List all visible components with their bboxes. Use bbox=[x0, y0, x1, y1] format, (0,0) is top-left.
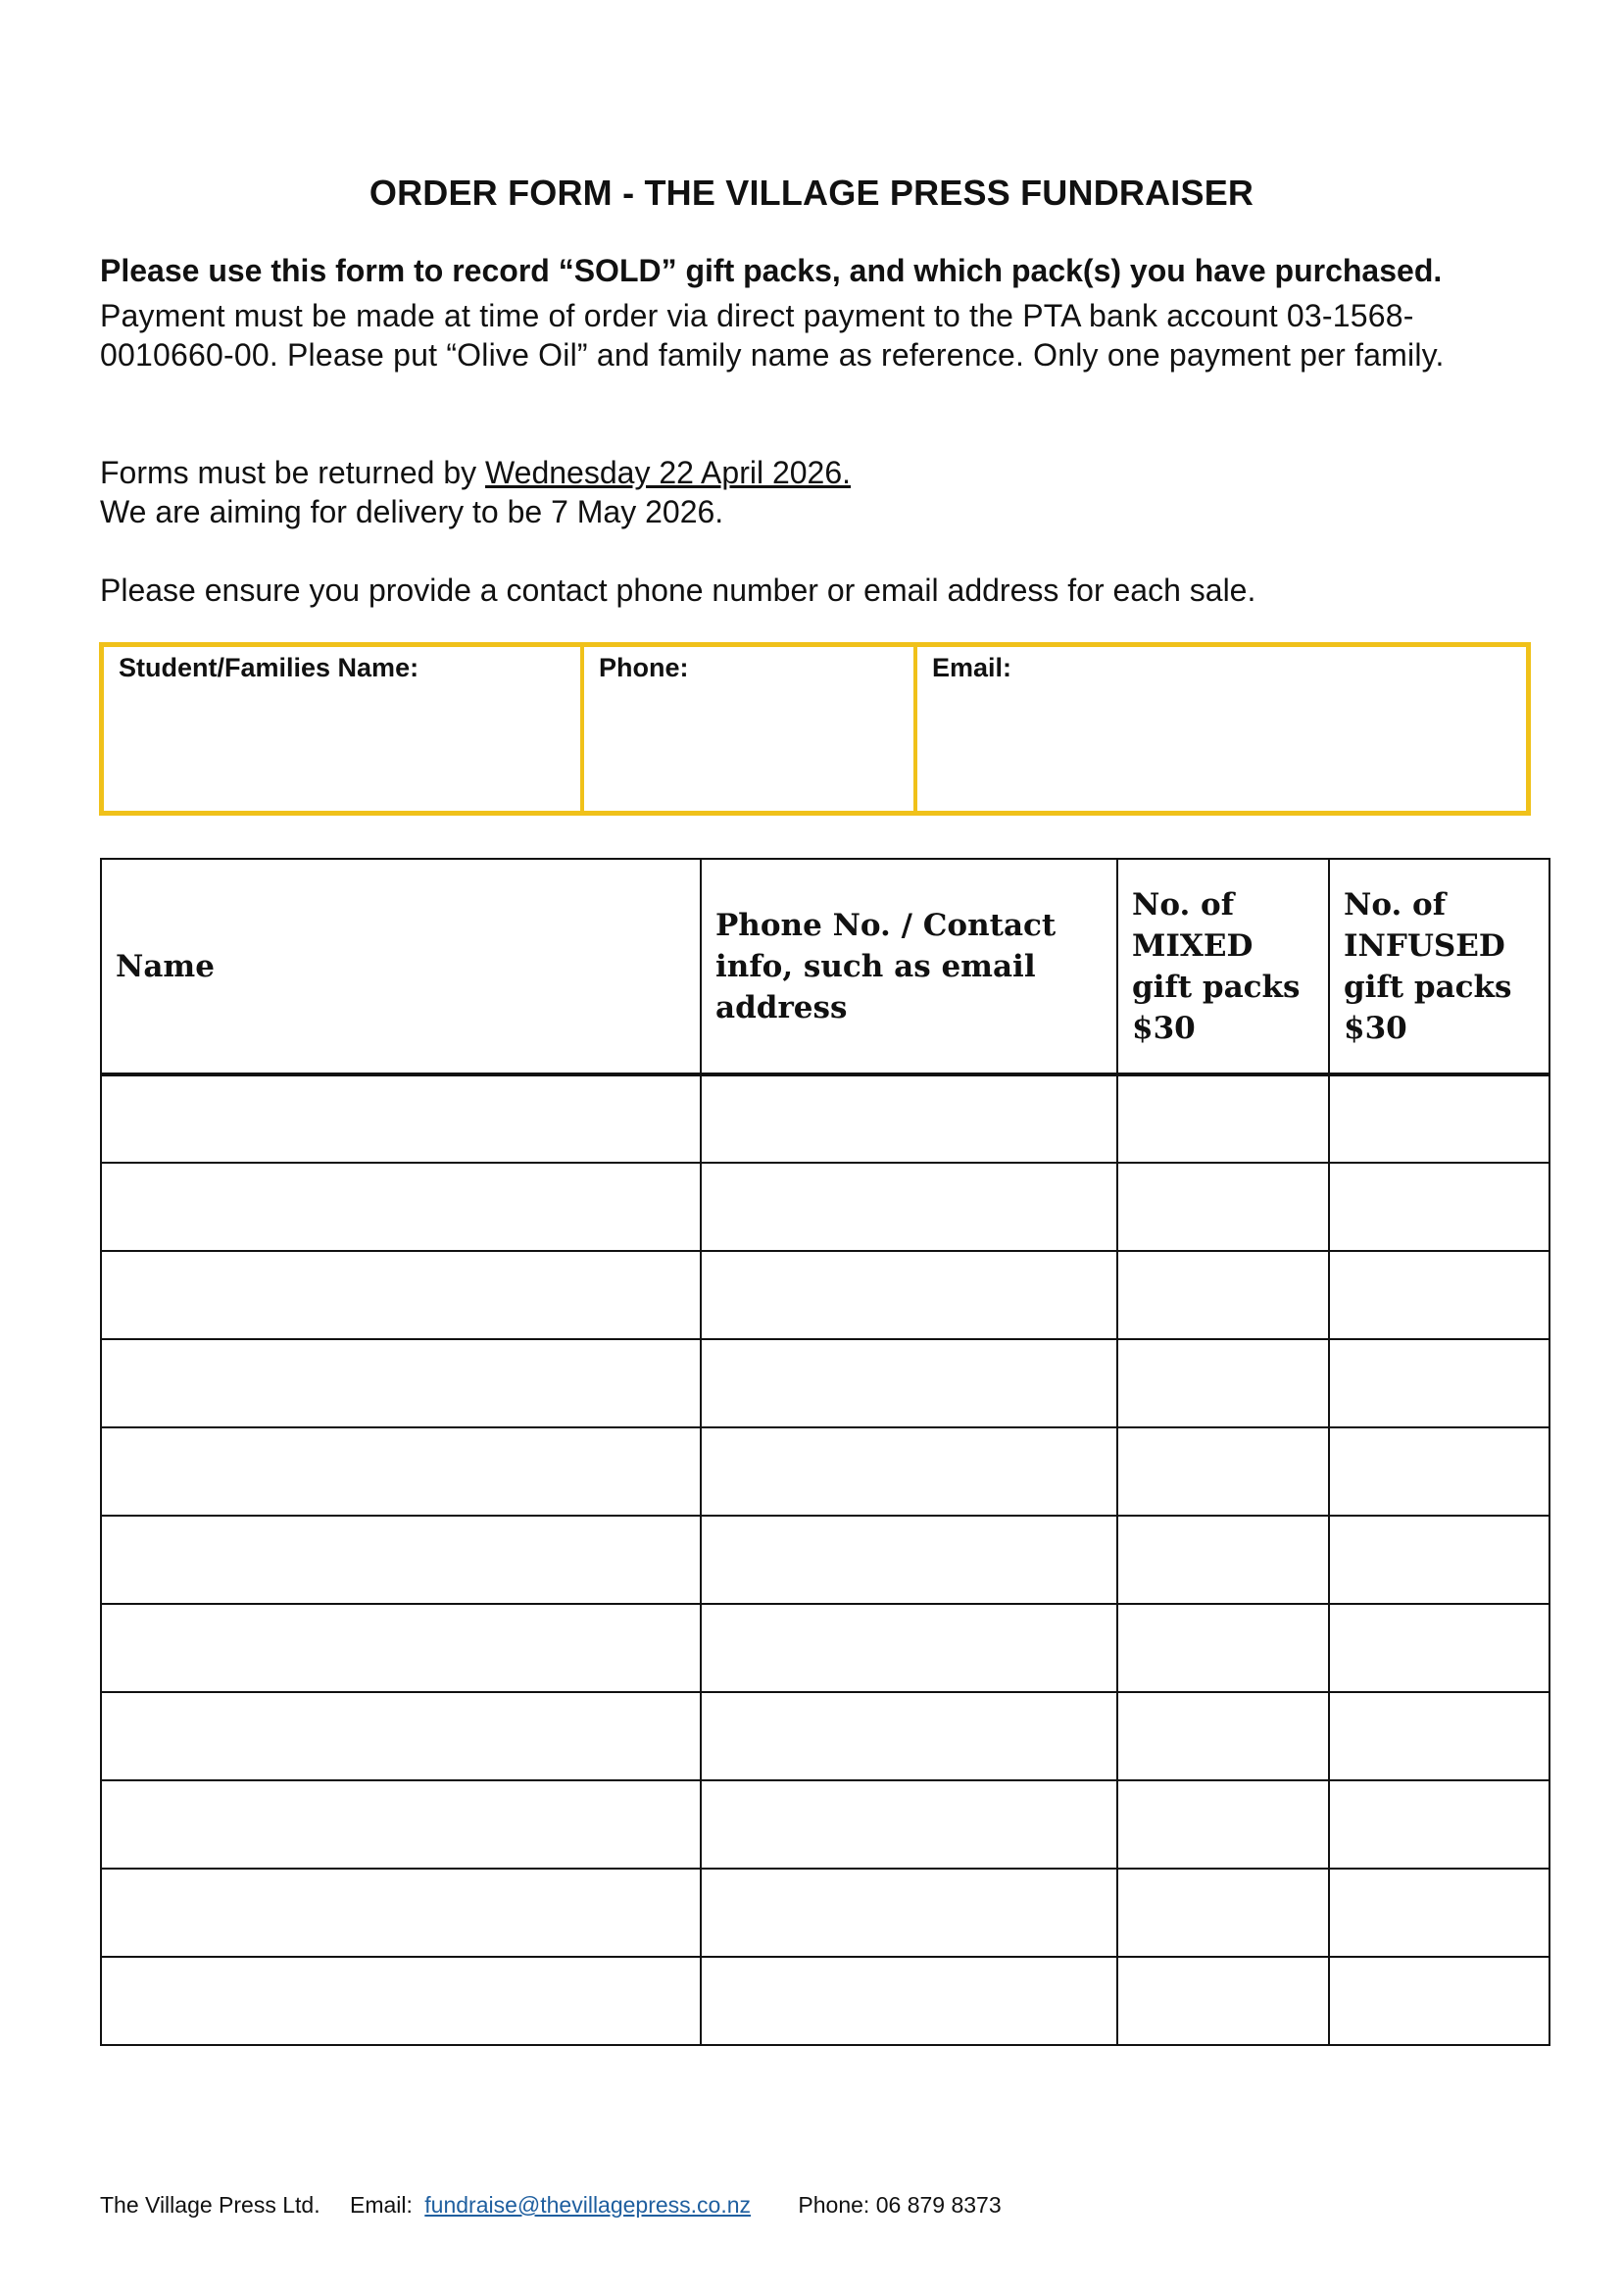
family-email-label: Email: bbox=[932, 653, 1012, 682]
return-deadline-date: Wednesday 22 April 2026. bbox=[485, 455, 852, 490]
cell-contact[interactable] bbox=[701, 1163, 1117, 1251]
cell-mixed-packs[interactable] bbox=[1117, 1427, 1329, 1516]
footer-phone: 06 879 8373 bbox=[875, 2192, 1002, 2218]
cell-infused-packs[interactable] bbox=[1329, 1163, 1549, 1251]
table-row bbox=[101, 1251, 1549, 1339]
cell-mixed-packs[interactable] bbox=[1117, 1692, 1329, 1780]
cell-name[interactable] bbox=[101, 1339, 701, 1427]
order-table-header-row bbox=[101, 859, 1549, 1074]
table-row bbox=[101, 1163, 1549, 1251]
cell-infused-packs[interactable] bbox=[1329, 1074, 1549, 1163]
cell-infused-packs[interactable] bbox=[1329, 1780, 1549, 1869]
cell-infused-packs[interactable] bbox=[1329, 1604, 1549, 1692]
cell-contact[interactable] bbox=[701, 1251, 1117, 1339]
cell-infused-packs[interactable] bbox=[1329, 1692, 1549, 1780]
cell-name[interactable] bbox=[101, 1869, 701, 1957]
cell-contact[interactable] bbox=[701, 1957, 1117, 2045]
cell-mixed-packs[interactable] bbox=[1117, 1516, 1329, 1604]
footer-email-link[interactable]: fundraise@thevillagepress.co.nz bbox=[424, 2192, 752, 2218]
header-infused-packs: No. of INFUSED gift packs $30 bbox=[1329, 859, 1549, 1074]
cell-name[interactable] bbox=[101, 1251, 701, 1339]
cell-contact[interactable] bbox=[701, 1427, 1117, 1516]
family-email-field[interactable] bbox=[913, 647, 1526, 811]
table-row bbox=[101, 1339, 1549, 1427]
table-row bbox=[101, 1516, 1549, 1604]
table-row bbox=[101, 1869, 1549, 1957]
return-deadline-prefix: Forms must be returned by bbox=[100, 455, 486, 490]
cell-name[interactable] bbox=[101, 1692, 701, 1780]
family-name-field[interactable] bbox=[104, 647, 580, 811]
family-phone-field[interactable] bbox=[580, 647, 913, 811]
header-contact: Phone No. / Contact info, such as email address bbox=[701, 859, 1117, 1074]
instructions-heading: Please use this form to record “SOLD” gift packs, and which pack(s) you have purchased. bbox=[100, 253, 1443, 288]
order-table-body bbox=[101, 1074, 1549, 2045]
cell-mixed-packs[interactable] bbox=[1117, 1604, 1329, 1692]
delivery-note: We are aiming for delivery to be 7 May 2026. bbox=[100, 494, 724, 529]
cell-infused-packs[interactable] bbox=[1329, 1427, 1549, 1516]
footer-company: The Village Press Ltd. bbox=[100, 2192, 320, 2218]
cell-mixed-packs[interactable] bbox=[1117, 1780, 1329, 1869]
cell-mixed-packs[interactable] bbox=[1117, 1074, 1329, 1163]
cell-contact[interactable] bbox=[701, 1516, 1117, 1604]
footer-email-label: Email: bbox=[349, 2192, 413, 2218]
cell-contact[interactable] bbox=[701, 1074, 1117, 1163]
cell-contact[interactable] bbox=[701, 1604, 1117, 1692]
header-mixed-packs: No. of MIXED gift packs $30 bbox=[1117, 859, 1329, 1074]
family-phone-label: Phone: bbox=[599, 653, 689, 682]
cell-name[interactable] bbox=[101, 1074, 701, 1163]
table-row bbox=[101, 1074, 1549, 1163]
cell-name[interactable] bbox=[101, 1516, 701, 1604]
footer-phone-label: Phone: bbox=[798, 2192, 870, 2218]
cell-infused-packs[interactable] bbox=[1329, 1339, 1549, 1427]
cell-name[interactable] bbox=[101, 1163, 701, 1251]
order-table bbox=[100, 858, 1550, 2046]
cell-mixed-packs[interactable] bbox=[1117, 1163, 1329, 1251]
page-title: ORDER FORM - THE VILLAGE PRESS FUNDRAISER bbox=[369, 173, 1254, 213]
family-details-box bbox=[99, 642, 1531, 816]
cell-infused-packs[interactable] bbox=[1329, 1516, 1549, 1604]
table-row bbox=[101, 1692, 1549, 1780]
table-row bbox=[101, 1604, 1549, 1692]
page-footer bbox=[100, 2192, 1002, 2219]
cell-name[interactable] bbox=[101, 1780, 701, 1869]
cell-mixed-packs[interactable] bbox=[1117, 1957, 1329, 2045]
cell-name[interactable] bbox=[101, 1427, 701, 1516]
return-deadline bbox=[100, 453, 1531, 492]
table-row bbox=[101, 1957, 1549, 2045]
cell-contact[interactable] bbox=[701, 1780, 1117, 1869]
cell-contact[interactable] bbox=[701, 1692, 1117, 1780]
cell-infused-packs[interactable] bbox=[1329, 1869, 1549, 1957]
cell-mixed-packs[interactable] bbox=[1117, 1869, 1329, 1957]
cell-contact[interactable] bbox=[701, 1339, 1117, 1427]
table-row bbox=[101, 1780, 1549, 1869]
cell-contact[interactable] bbox=[701, 1869, 1117, 1957]
cell-mixed-packs[interactable] bbox=[1117, 1339, 1329, 1427]
cell-infused-packs[interactable] bbox=[1329, 1251, 1549, 1339]
cell-name[interactable] bbox=[101, 1957, 701, 2045]
cell-mixed-packs[interactable] bbox=[1117, 1251, 1329, 1339]
contact-note: Please ensure you provide a contact phone number or email address for each sale. bbox=[100, 573, 1256, 608]
cell-name[interactable] bbox=[101, 1604, 701, 1692]
payment-instructions: Payment must be made at time of order via direct payment to the PTA bank account 03-1568-0010660-00. Please put “Olive Oil” and family name as reference. Only one payment per family. bbox=[100, 298, 1445, 373]
header-name: Name bbox=[101, 859, 701, 1074]
family-name-label: Student/Families Name: bbox=[119, 653, 419, 682]
table-row bbox=[101, 1427, 1549, 1516]
cell-infused-packs[interactable] bbox=[1329, 1957, 1549, 2045]
